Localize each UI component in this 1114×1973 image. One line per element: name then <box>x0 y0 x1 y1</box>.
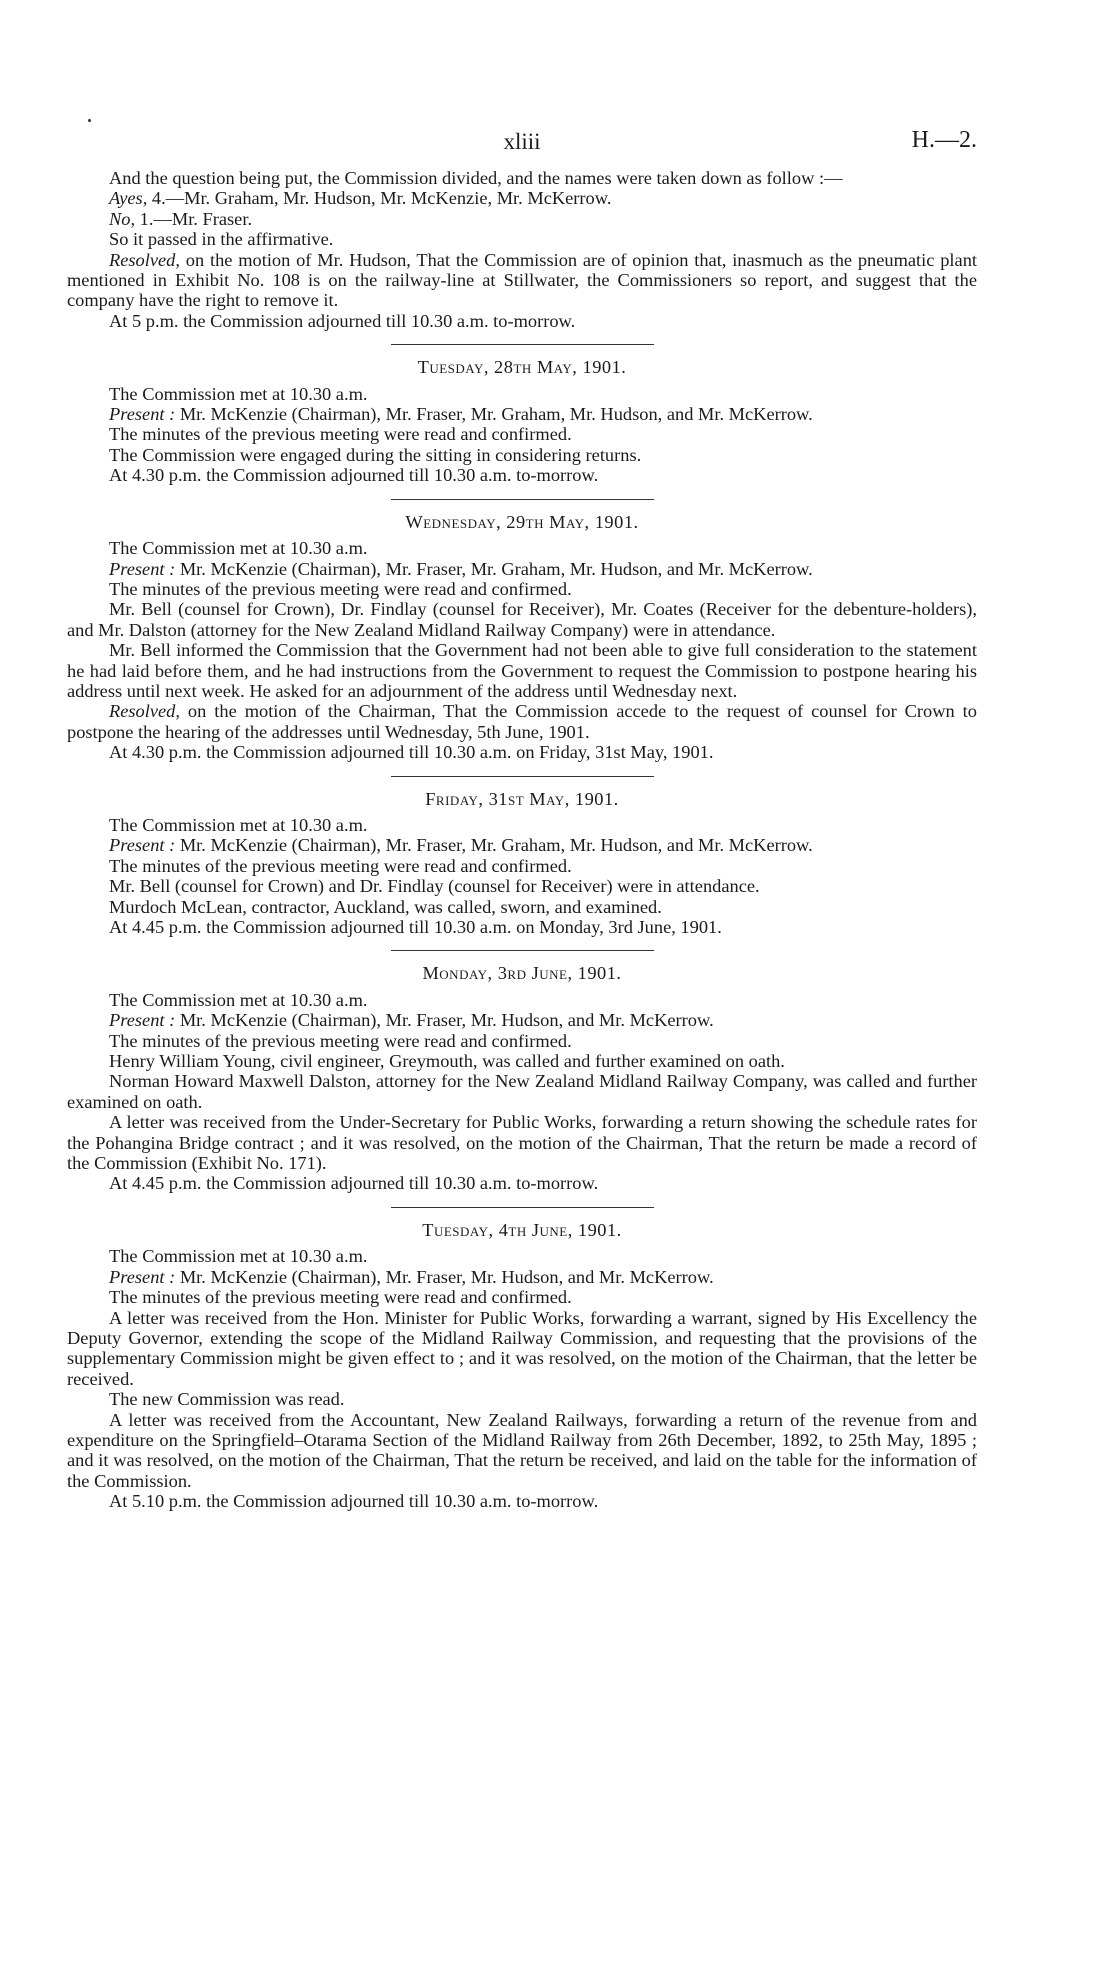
adjournment: At 4.45 p.m. the Commission adjourned till 10.30 a.m. to-morrow. <box>109 1173 599 1194</box>
section-divider <box>391 776 654 777</box>
present-text: Mr. McKenzie (Chairman), Mr. Fraser, Mr. Graham, Mr. Hudson, and Mr. McKerrow. <box>175 404 813 425</box>
no-label: No, <box>109 208 136 229</box>
paragraph: So it passed in the affirmative. <box>109 229 334 250</box>
paragraph: And the question being put, the Commission divided, and the names were taken down as follow :— <box>109 168 843 188</box>
present-line <box>67 1010 977 1030</box>
letter-paragraph: A letter was received from the Under-Secretary for Public Works, forwarding a return showing the schedule rates for the Pohangina Bridge contract ; and it was resolved, on the motion of the Chairman, That the return be made a record of the Commission (Exhibit No. 171). <box>67 1112 977 1174</box>
present-line <box>67 835 977 855</box>
meeting-date: Friday, 31st May, 1901. <box>425 788 619 809</box>
no-text: 1.—Mr. Fraser. <box>135 208 253 229</box>
adjournment: At 4.30 p.m. the Commission adjourned till 10.30 a.m. to-morrow. <box>109 465 599 486</box>
minutes-line: The minutes of the previous meeting were read and confirmed. <box>109 855 572 876</box>
meeting-time: The Commission met at 10.30 a.m. <box>109 1246 368 1267</box>
present-text: Mr. McKenzie (Chairman), Mr. Fraser, Mr. Graham, Mr. Hudson, and Mr. McKerrow. <box>175 835 813 856</box>
witness-line: Henry William Young, civil engineer, Greymouth, was called and further examined on oath. <box>109 1051 785 1072</box>
meeting-time: The Commission met at 10.30 a.m. <box>109 538 368 559</box>
page-header <box>67 128 977 168</box>
witness-line: Murdoch McLean, contractor, Auckland, was called, sworn, and examined. <box>109 896 662 917</box>
adjournment: At 4.30 p.m. the Commission adjourned till 10.30 a.m. on Friday, 31st May, 1901. <box>109 742 714 763</box>
present-line <box>67 404 977 424</box>
meeting-time: The Commission met at 10.30 a.m. <box>109 814 368 835</box>
present-label: Present : <box>109 1266 176 1287</box>
stray-mark <box>88 119 91 122</box>
present-line <box>67 559 977 579</box>
intro-section <box>67 168 977 331</box>
present-label: Present : <box>109 835 176 856</box>
minutes-line: The minutes of the previous meeting were read and confirmed. <box>109 1287 572 1308</box>
ayes-text: 4.—Mr. Graham, Mr. Hudson, Mr. McKenzie, Mr. McKerrow. <box>147 188 612 209</box>
attendance-line: Mr. Bell (counsel for Crown), Dr. Findlay (counsel for Receiver), Mr. Coates (Receiver for the debenture-holders), and Mr. Dalston (attorney for the New Zealand Midland Railway Company) were in attendance. <box>67 599 977 640</box>
resolution <box>67 250 977 311</box>
document-page <box>67 128 977 1512</box>
minutes-line: The minutes of the previous meeting were read and confirmed. <box>109 578 572 599</box>
resolved-label: Resolved, <box>109 249 180 270</box>
adjournment: At 5.10 p.m. the Commission adjourned till 10.30 a.m. to-morrow. <box>109 1491 599 1512</box>
paragraph: The Commission were engaged during the sitting in considering returns. <box>109 444 642 465</box>
no-line <box>67 209 977 229</box>
section-divider <box>391 950 654 951</box>
meeting-date: Tuesday, 28th May, 1901. <box>417 357 627 378</box>
present-label: Present : <box>109 1010 176 1031</box>
adjournment: At 4.45 p.m. the Commission adjourned till 10.30 a.m. on Monday, 3rd June, 1901. <box>109 917 722 937</box>
ayes-label: Ayes, <box>109 188 148 209</box>
present-text: Mr. McKenzie (Chairman), Mr. Fraser, Mr. Hudson, and Mr. McKerrow. <box>175 1266 714 1287</box>
resolution <box>67 701 977 742</box>
section-divider <box>391 1207 654 1208</box>
meeting-section <box>67 963 977 1193</box>
resolution-text: on the motion of Mr. Hudson, That the Commission are of opinion that, inasmuch as the pneumatic plant mentioned in Exhibit No. 108 is on the railway-line at Stillwater, the Commissioners so report, and suggest that the company have the right to remove it. <box>67 249 977 311</box>
meeting-time: The Commission met at 10.30 a.m. <box>109 383 368 404</box>
present-label: Present : <box>109 404 176 425</box>
meeting-date: Monday, 3rd June, 1901. <box>422 963 622 984</box>
paragraph: The new Commission was read. <box>109 1389 345 1410</box>
witness-line: Norman Howard Maxwell Dalston, attorney for the New Zealand Midland Railway Company, was called and further examined on oath. <box>67 1071 977 1112</box>
section-divider <box>391 499 654 500</box>
attendance-line: Mr. Bell (counsel for Crown) and Dr. Findlay (counsel for Receiver) were in attendance. <box>109 876 760 897</box>
resolved-label: Resolved, <box>109 701 180 722</box>
present-text: Mr. McKenzie (Chairman), Mr. Fraser, Mr. Hudson, and Mr. McKerrow. <box>175 1010 714 1031</box>
minutes-line: The minutes of the previous meeting were read and confirmed. <box>109 1030 572 1051</box>
present-text: Mr. McKenzie (Chairman), Mr. Fraser, Mr. Graham, Mr. Hudson, and Mr. McKerrow. <box>175 558 813 579</box>
meeting-time: The Commission met at 10.30 a.m. <box>109 989 368 1010</box>
meeting-section <box>67 512 977 763</box>
meeting-section <box>67 1220 977 1512</box>
document-reference: H.—2. <box>911 127 977 153</box>
letter-paragraph: A letter was received from the Hon. Minister for Public Works, forwarding a warrant, signed by His Excellency the Deputy Governor, extending the scope of the Midland Railway Commission, and requesting that the provisions of the supplementary Commission might be given effect to ; and it was resolved, on the motion of the Chairman, that the letter be received. <box>67 1307 977 1389</box>
adjournment: At 5 p.m. the Commission adjourned till 10.30 a.m. to-morrow. <box>109 310 576 331</box>
page-number: xliii <box>503 129 541 154</box>
resolution-text: on the motion of the Chairman, That the Commission accede to the request of counsel for Crown to postpone the hearing of the addresses until Wednesday, 5th June, 1901. <box>67 701 977 742</box>
minutes-line: The minutes of the previous meeting were read and confirmed. <box>109 424 572 445</box>
paragraph: Mr. Bell informed the Commission that the Government had not been able to give full consideration to the statement he had laid before them, and he had instructions from the Government to request the Commission to postpone hearing his address until next week. He asked for an adjournment of the address until Wednesday next. <box>67 640 977 701</box>
meeting-section <box>67 357 977 485</box>
present-label: Present : <box>109 558 176 579</box>
meeting-section <box>67 789 977 938</box>
meeting-date: Wednesday, 29th May, 1901. <box>405 511 639 532</box>
present-line <box>67 1267 977 1287</box>
letter-paragraph: A letter was received from the Accountant, New Zealand Railways, forwarding a return of the revenue from and expenditure on the Springfield–Otarama Section of the Midland Railway from 26th December, 1892, to 25th May, 1895 ; and it was resolved, on the motion of the Chairman, That the return be received, and laid on the table for the information of the Commission. <box>67 1409 977 1491</box>
ayes-line <box>67 188 977 208</box>
meeting-date: Tuesday, 4th June, 1901. <box>422 1219 622 1240</box>
section-divider <box>391 344 654 345</box>
